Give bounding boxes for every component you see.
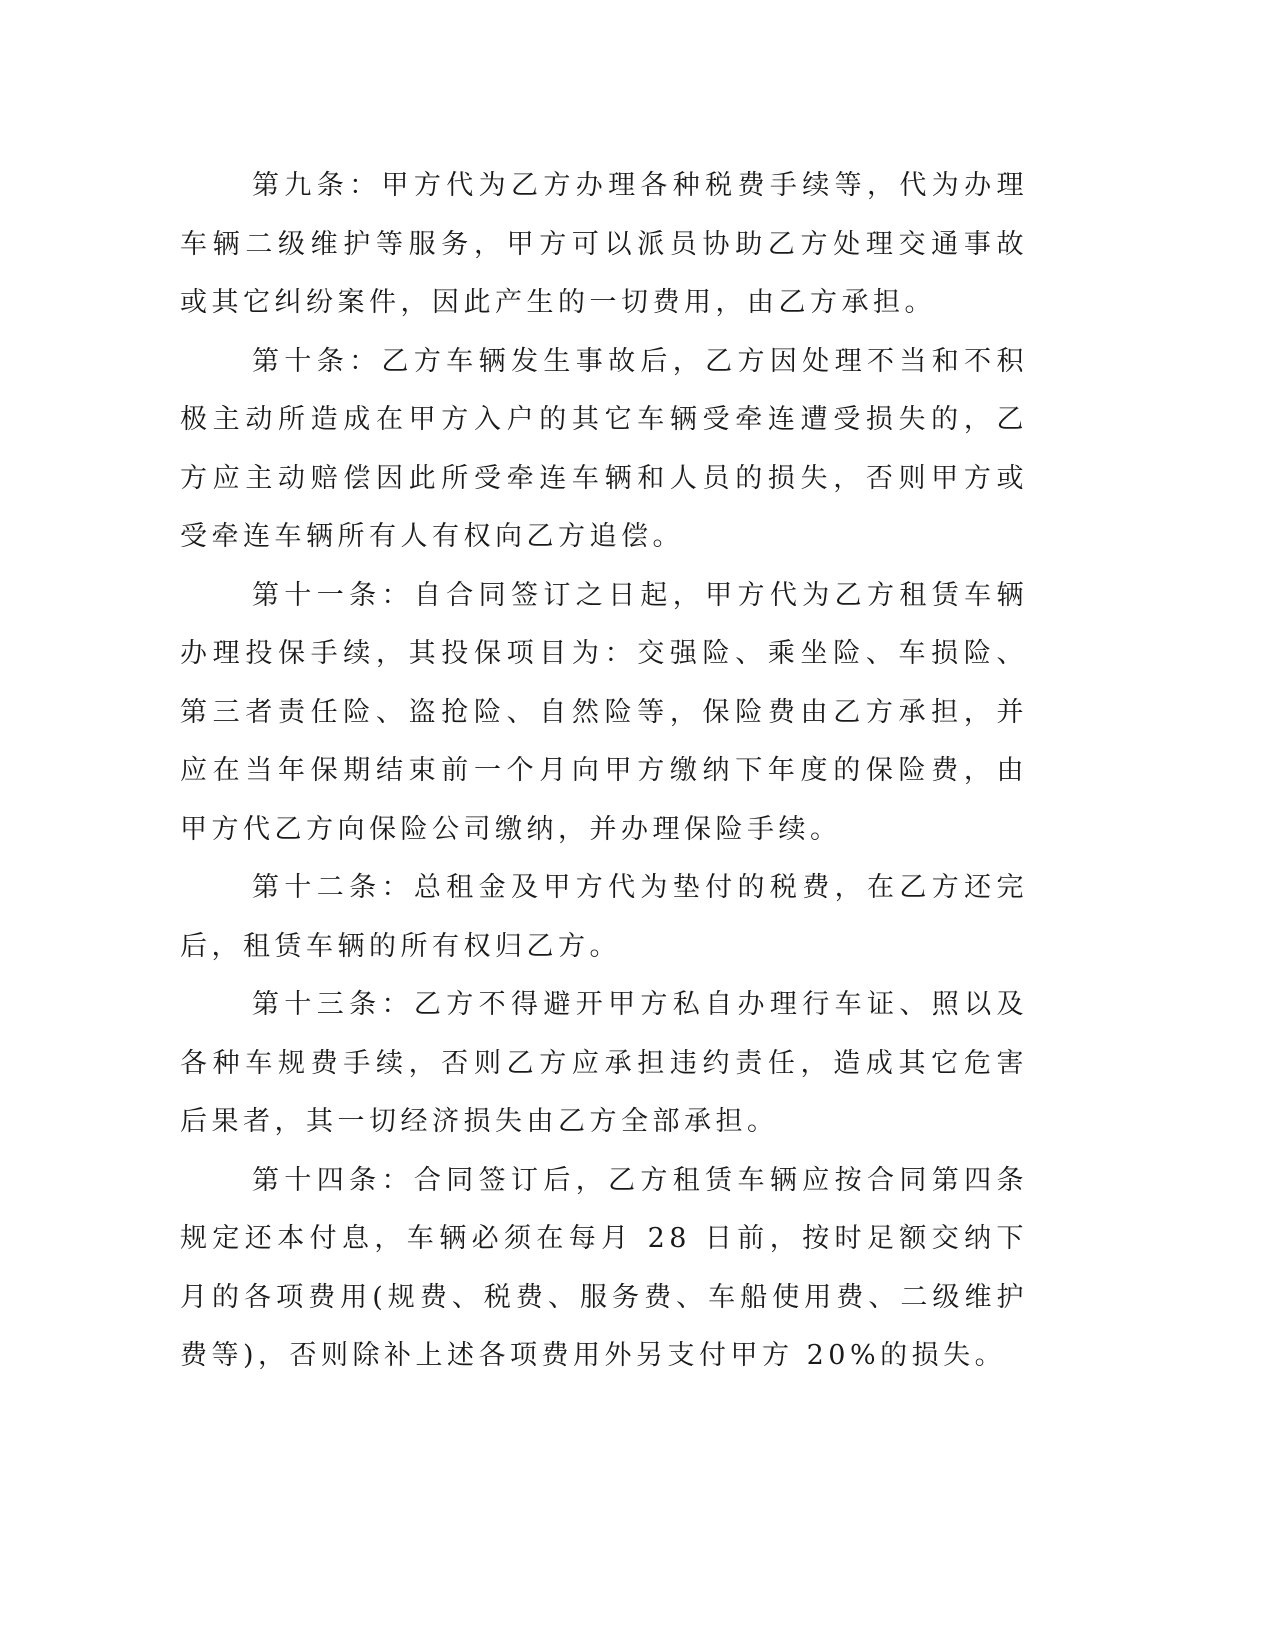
clause-14: 第十四条：合同签订后，乙方租赁车辆应按合同第四条规定还本付息，车辆必须在每月 28 日前，按时足额交纳下月的各项费用(规费、税费、服务费、车船使用费、二级维护费等)，否则除补上述各项费用外另支付甲方 20%的损失。: [180, 1164, 1028, 1371]
clause-12: 第十二条：总租金及甲方代为垫付的税费，在乙方还完后，租赁车辆的所有权归乙方。: [180, 872, 1028, 962]
clause-13: 第十三条：乙方不得避开甲方私自办理行车证、照以及各种车规费手续，否则乙方应承担违约责任，造成其它危害后果者，其一切经济损失由乙方全部承担。: [180, 989, 1028, 1137]
clause-10: 第十条：乙方车辆发生事故后，乙方因处理不当和不积极主动所造成在甲方入户的其它车辆受牵连遭受损失的，乙方应主动赔偿因此所受牵连车辆和人员的损失，否则甲方或受牵连车辆所有人有权向乙方追偿。: [180, 345, 1028, 552]
clause-9: 第九条：甲方代为乙方办理各种税费手续等，代为办理车辆二级维护等服务，甲方可以派员协助乙方处理交通事故或其它纠纷案件，因此产生的一切费用，由乙方承担。: [180, 170, 1028, 318]
document-body: [180, 157, 1028, 1386]
clause-11: 第十一条：自合同签订之日起，甲方代为乙方租赁车辆办理投保手续，其投保项目为：交强险、乘坐险、车损险、第三者责任险、盗抢险、自然险等，保险费由乙方承担，并应在当年保期结束前一个月向甲方缴纳下年度的保险费，由甲方代乙方向保险公司缴纳，并办理保险手续。: [180, 579, 1028, 845]
